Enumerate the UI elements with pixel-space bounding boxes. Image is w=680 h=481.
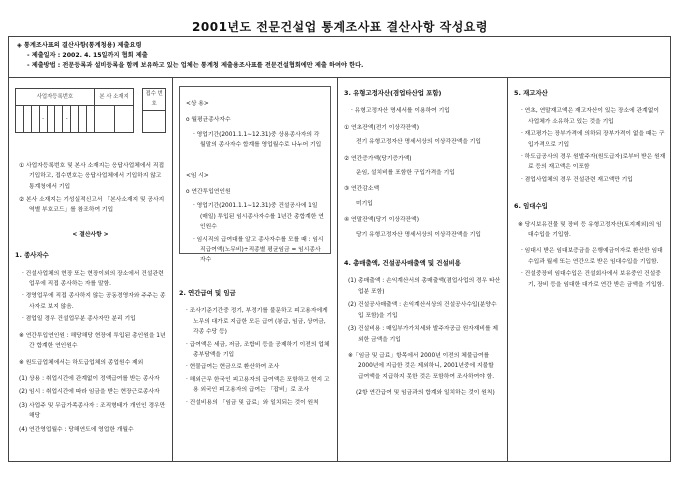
bullet: · 해외근무 한국인 피고용자의 급여액은 포함하고 현지 고용 외국인 피고용자의 급여는 「잡비」로 조사 <box>186 376 330 394</box>
bullet: · 조사기준기간중 정기, 부정기를 불문하고 피고용자에게 노무의 대가로 지급한 모든 급여 (봉급, 임금, 상여금, 각종 수당 등) <box>186 308 328 336</box>
asset-item-head: ② 연간증가액(당기증가액) <box>344 155 412 162</box>
note: ※ 당시보유건물 및 장비 등 유형고정자산(토지제외)의 임대수입을 기입함. <box>518 221 662 239</box>
hq-location-header: 본 사 소재지 <box>94 89 134 106</box>
section-3-heading: 3. 유형고정자산(겸업타산업 포함) <box>344 89 442 97</box>
submission-guide <box>9 37 670 78</box>
item: (2) 건설공사매출액 : 손익계산서상의 건설공사수입(분양수입 포함)을 기입 <box>348 302 497 319</box>
note: ※ 원도급업체에서는 하도급업체의 종업원수 제외 <box>19 359 144 366</box>
employee-detail-box <box>179 86 331 264</box>
bullet: · 겸업일 경우 건설업무분 종사자만 분리 기입 <box>22 316 136 323</box>
reg-no-cell[interactable] <box>47 106 55 133</box>
asset-item-body: 당기 유형고정자산 명세서상의 이상각잔액을 기입 <box>356 231 481 238</box>
item: (1) 총매출액 : 손익계산서의 총매출액(겸업사업의 경우 타산업분 포함) <box>348 278 501 295</box>
bullet: · 건설사업체의 현장 또는 현장이외의 장소에서 건설관련 업무에 직접 종사하는 자를 말함. <box>22 270 164 288</box>
section-2-heading: 2. 연간급여 및 임금 <box>179 289 236 297</box>
section-1-heading: 1. 종사자수 <box>15 251 49 260</box>
item: (1) 상용 : 취업시간에 관계없이 정액급여를 받는 종사자 <box>19 375 160 382</box>
document-title: 2001년도 전문건설업 통계조사표 결산사항 작성요령 <box>192 20 488 34</box>
reg-no-cell[interactable] <box>86 106 94 133</box>
reg-no-cell[interactable] <box>71 106 79 133</box>
temp-label: <임 시> <box>186 172 209 179</box>
column-3 <box>338 78 508 461</box>
receipt-no-header: 접수 번호 <box>143 89 166 111</box>
bullet: · 영업기간(2001.1.1∼12.31)중 건설공사에 1일(매일) 투입된 임시종사자수를 1년간 총합계한 연인원수 <box>193 203 324 231</box>
column-2 <box>173 78 338 461</box>
note-continued: (2항 연간급여 및 임금과의 합계와 일치하는 것이 원칙) <box>356 390 495 397</box>
item: (4) 연간영업월수 : 당해연도에 영업한 개월수 <box>19 426 134 433</box>
column-1 <box>9 78 173 461</box>
intro-note: ① 사업자등록번호 및 본사 소재지는 응답사업체에서 직접 기입하고, 접수번호는 응답사업체에서 기입하지 않고 통계청에서 기입 <box>19 162 165 190</box>
registration-table-area <box>15 88 166 133</box>
column-4 <box>508 78 672 461</box>
bullet: · 영업기간(2001.1.1∼12.31)중 상용종사자의 각 월말의 종사자수 합계를 영업월수로 나누어 기입 <box>193 131 322 149</box>
submission-date: - 제출일자 : 2002. 4. 15일까지 협회 제출 <box>27 52 148 59</box>
hq-cell[interactable] <box>94 106 114 133</box>
reg-no-dash: - <box>63 106 71 133</box>
bullet: · 연초, 연말재고액은 재고자산이 있는 장소에 관계없이 사업체가 소유하고 있는 것을 기입 <box>521 108 659 125</box>
reg-no-cell[interactable] <box>31 106 39 133</box>
asset-item-body: 미기입 <box>356 200 373 207</box>
section-5-heading: 5. 재고자산 <box>514 89 548 97</box>
bullet: · 하도급공사의 경우 원발주자(원도급자)로부터 받은 원재료 등의 재고액은 이포함 <box>521 154 666 171</box>
bullet: · 유형고정자산 명세서를 이용하여 기입 <box>351 108 450 115</box>
regular-item: o 월평균종사자수 <box>186 117 231 124</box>
bullet: · 임시직의 급여대를 알고 종사자수를 모를 때 : 임시직급여액(노무비)÷직종별 평균임금 = 임시종사자수 <box>193 236 324 264</box>
reg-no-cell[interactable] <box>55 106 63 133</box>
reg-no-header: 사업자등록번호 <box>16 89 95 106</box>
receipt-no-cell[interactable] <box>143 110 166 132</box>
bullet: · 임대시 받은 임대보증금을 은행예금이자로 환산한 임대수입과 월세 또는 연간으로 받은 임대수입을 기입함. <box>521 248 663 265</box>
submission-method: - 제출방법 : 전문등록과 설비등록을 함께 보유하고 있는 업체는 통계청 제출용조사표를 전문건설협회에만 제출 하여야 한다. <box>27 62 364 69</box>
asset-item-head: ③ 연간감소액 <box>344 186 380 193</box>
reg-no-cell[interactable] <box>79 106 87 133</box>
asset-item-head: ④ 연말잔액(당기 이상각잔액) <box>344 217 420 224</box>
bullet: · 현물급여는 현금으로 환산하여 조사 <box>186 364 280 371</box>
asset-item-head: ① 연초잔액(전기 이상각잔액) <box>344 124 420 131</box>
note: ※ 연간투입연인원 : 해당해당 현장에 투입된 총인원을 1년간 합계한 연인원수 <box>19 332 166 350</box>
item: (2) 임시 : 취업시간에 따라 임금을 받는 현장근로종사자 <box>19 389 160 396</box>
section-6-heading: 6. 임대수입 <box>514 202 548 211</box>
bullet: · 건설중장비 임대수입은 건설회사에서 보유중인 건설중기, 장비 등을 임대한 대가로 연간 받은 금액을 기입함. <box>521 271 665 288</box>
temp-item: o 연간투입연인원 <box>186 189 231 196</box>
registration-table <box>15 88 134 133</box>
section-4-heading: 4. 총매출액, 건설공사매출액 및 건설비용 <box>344 259 461 268</box>
bullet: · 급여액은 세금, 저금, 조합비 등을 공제하기 이전의 업체 총부담액을 기입 <box>186 341 330 359</box>
hq-cell[interactable] <box>114 106 134 133</box>
bullet: · 경영업무에 직접 종사하지 않는 공동경영자와 주주는 종사자로 보지 않음. <box>22 293 166 310</box>
item: (3) 건설비용 : 매입부가가치세와 발주자공급 원자재비를 제외한 금액을 기입 <box>348 326 499 343</box>
settlement-heading: < 결산사항 > <box>72 231 109 238</box>
receipt-table <box>142 88 166 133</box>
asset-item-body: 운임, 설치비를 포함한 구입가격을 기입 <box>356 170 455 177</box>
item: (3) 사업주 및 무급가족종사자 : 조직형태가 개인인 경우만 해당 <box>19 402 166 420</box>
submission-guide-heading: ◈ 통계조사표의 결산사항(통계청용) 제출요령 <box>17 42 142 49</box>
note: ※「임금 및 급료」항목에서 2000년 이전의 체불급여를 2000년에 지급한 것은 제외하니, 2001년중에 지불할 급여액을 지급하지 못한 것은 포함하여 조사하여야 함. <box>348 352 495 380</box>
regular-label: <상 용> <box>186 101 209 107</box>
document-frame <box>8 36 671 462</box>
bullet: · 겸업사업체의 경우 건설관련 재고액만 기입 <box>521 176 633 183</box>
intro-note: ② 본사 소재지는 기성실적신고서 「본사소재지 및 공사지역별 부호코드」를 참조하여 기입 <box>19 197 165 214</box>
bullet: · 재고평가는 장부가격에 의하되 장부가격이 없을 때는 구입가격으로 기입 <box>521 131 665 148</box>
reg-no-dash: - <box>39 106 47 133</box>
asset-item-body: 전기 유형고정자산 명세서상의 이상각잔액을 기입 <box>356 139 481 146</box>
reg-no-cell[interactable] <box>16 106 24 133</box>
bullet: · 건설비용의 「임금 및 급료」와 일치되는 것이 원칙 <box>186 399 319 406</box>
reg-no-cell[interactable] <box>23 106 31 133</box>
